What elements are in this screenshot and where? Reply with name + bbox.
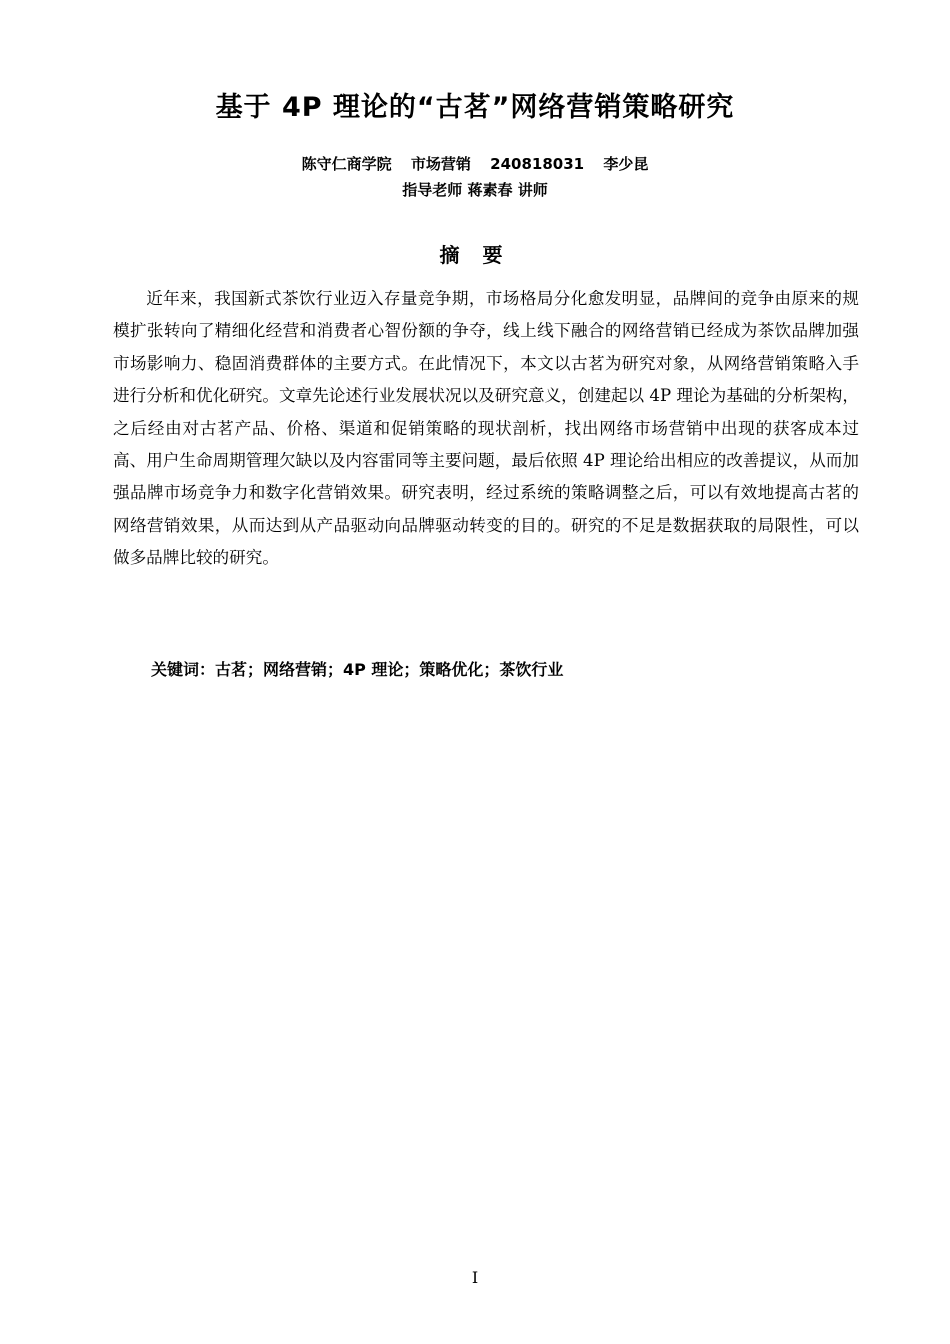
author-college: 陈守仁商学院 bbox=[301, 155, 392, 173]
author-student-id: 240818031 bbox=[490, 155, 585, 173]
advisor-line: 指导老师 蒋素春 讲师 bbox=[402, 181, 548, 199]
keywords-line: 关键词：古茗；网络营销；4P 理论；策略优化；茶饮行业 bbox=[151, 660, 564, 679]
paper-title: 基于 4P 理论的“古茗”网络营销策略研究 bbox=[215, 92, 735, 123]
author-name: 李少昆 bbox=[603, 155, 649, 173]
author-info-line bbox=[0, 153, 950, 175]
abstract-body: 近年来，我国新式茶饮行业迈入存量竞争期，市场格局分化愈发明显，品牌间的竞争由原来的规模扩张转向了精细化经营和消费者心智份额的争夺，线上线下融合的网络营销已经成为茶饮品牌加强市场影响力、稳固消费群体的主要方式。在此情况下，本文以古茗为研究对象，从网络营销策略入手进行分析和优化研究。文章先论述行业发展状况以及研究意义，创建起以 4P 理论为基础的分析架构，之后经由对古茗产品、价格、渠道和促销策略的现状剖析，找出网络市场营销中出现的获客成本过高、用户生命周期管理欠缺以及内容雷同等主要问题，最后依照 4P 理论给出相应的改善提议，从而加强品牌市场竞争力和数字化营销效果。研究表明，经过系统的策略调整之后，可以有效地提高古茗的网络营销效果，从而达到从产品驱动向品牌驱动转变的目的。研究的不足是数据获取的局限性，可以做多品牌比较的研究。 bbox=[113, 289, 859, 568]
author-major: 市场营销 bbox=[410, 155, 471, 173]
page-number: I bbox=[471, 1268, 479, 1287]
abstract-heading: 摘 要 bbox=[439, 243, 511, 267]
